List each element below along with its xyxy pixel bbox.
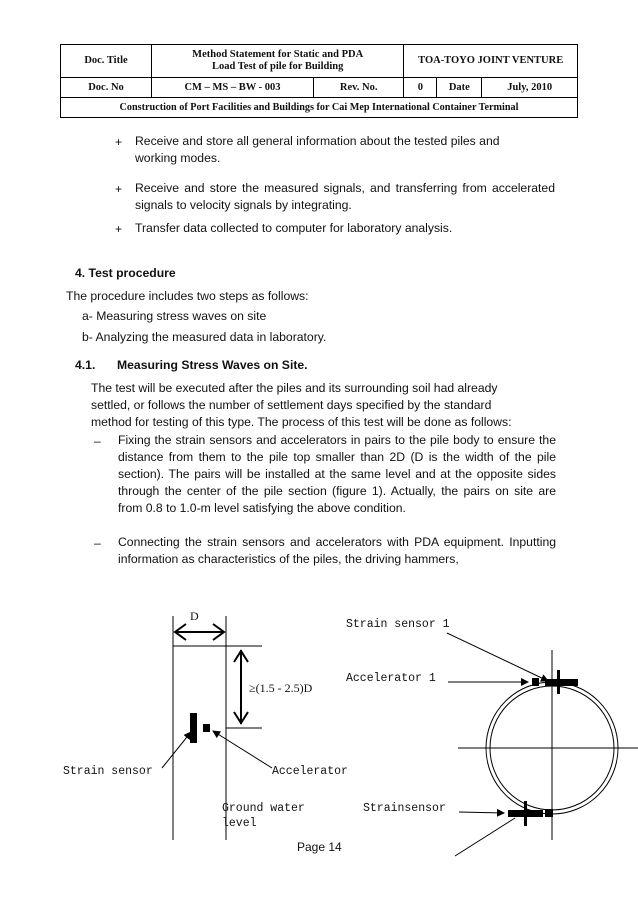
doc-no-value: CM – MS – BW - 003 — [152, 78, 314, 98]
accelerator-leader — [213, 731, 272, 768]
step-b: b- Analyzing the measured data in laboratory. — [82, 330, 327, 344]
company-name: TOA-TOYO JOINT VENTURE — [404, 45, 578, 78]
accelerator-1-label: Accelerator 1 — [346, 672, 436, 685]
doc-title-label: Doc. Title — [61, 45, 152, 78]
section-4-heading: 4. Test procedure — [75, 266, 176, 280]
step-a: a- Measuring stress waves on site — [82, 309, 267, 323]
strain-sensor-1-stem — [557, 670, 560, 694]
strain-sensor-1-leader — [447, 633, 548, 681]
d-label: D — [190, 609, 199, 623]
bottom-leader-line — [455, 818, 515, 856]
width-dimension-arrow — [175, 624, 224, 640]
distance-label: ≥(1.5 - 2.5)D — [249, 681, 313, 695]
accelerator-label: Accelerator — [272, 765, 348, 778]
ground-water-label: Ground water level — [222, 802, 305, 827]
rev-value: 0 — [404, 78, 437, 98]
section-41-number: 4.1. — [75, 358, 96, 372]
date-label: Date — [437, 78, 482, 98]
project-title: Construction of Port Facilities and Buildings for Cai Mep International Container Terminal — [61, 98, 578, 118]
rev-label: Rev. No. — [314, 78, 404, 98]
pile-body — [173, 616, 226, 840]
strain-sensor-1-label: Strain sensor 1 — [346, 618, 450, 631]
accelerator-1-mark — [532, 678, 539, 686]
page-number: Page 14 — [297, 840, 342, 854]
accelerator-mark — [203, 724, 210, 732]
section-4-intro: The procedure includes two steps as follows: — [66, 289, 309, 303]
section-41-title: Measuring Stress Waves on Site. — [117, 358, 308, 372]
doc-no-label: Doc. No — [61, 78, 152, 98]
doc-title-line1: Method Statement for Static and PDA — [192, 49, 364, 60]
strainsensor-leader — [459, 812, 504, 813]
strainsensor-label: Strainsensor — [363, 802, 446, 815]
strain-sensor-mark — [190, 713, 197, 743]
section-41-paragraph: The test will be executed after the piles and its surrounding soil had already settled, or follows the number of settlement days specified by the standard method for testing of this type. The process of this test will be done as follows: — [91, 381, 512, 429]
strainsensor-bottom-stem — [524, 801, 527, 826]
bullet-plus-2: + — [115, 182, 123, 196]
strain-sensor-label: Strain sensor — [63, 765, 153, 778]
doc-title-line2: Load Test of pile for Building — [211, 61, 344, 72]
dash-text-2: Connecting the strain sensors and accelerators with PDA equipment. Inputting information as characteristics of the piles, the driving hammers, — [118, 535, 556, 566]
date-value: July, 2010 — [482, 78, 578, 98]
dash-bullet-2: – — [94, 536, 101, 550]
bullet-plus-text-2: Receive and store the measured signals, and transferring from accelerated signals to velocity signals by integrating. — [135, 181, 555, 212]
strain-sensor-leader — [162, 732, 191, 768]
strain-sensor-1-mark — [545, 679, 578, 686]
dash-text-1: Fixing the strain sensors and accelerators in pairs to the pile body to ensure the distance from them to the pile top smaller than 2D (D is the width of the pile section). The pairs will be installed at the same level and at the opposite sides through the center of the pile section (figure 1). Actually, the pairs on site are from 0.8 to 1.0-m level satisfying the above condition. — [118, 433, 556, 515]
accelerator-bottom-mark — [545, 809, 553, 817]
bullet-plus-3: + — [115, 222, 123, 236]
bullet-plus-text-1: Receive and store all general information about the tested piles and working modes. — [135, 134, 500, 165]
bullet-plus-text-3: Transfer data collected to computer for laboratory analysis. — [135, 221, 453, 235]
bullet-plus-1: + — [115, 135, 123, 149]
dash-bullet-1: – — [94, 434, 101, 448]
